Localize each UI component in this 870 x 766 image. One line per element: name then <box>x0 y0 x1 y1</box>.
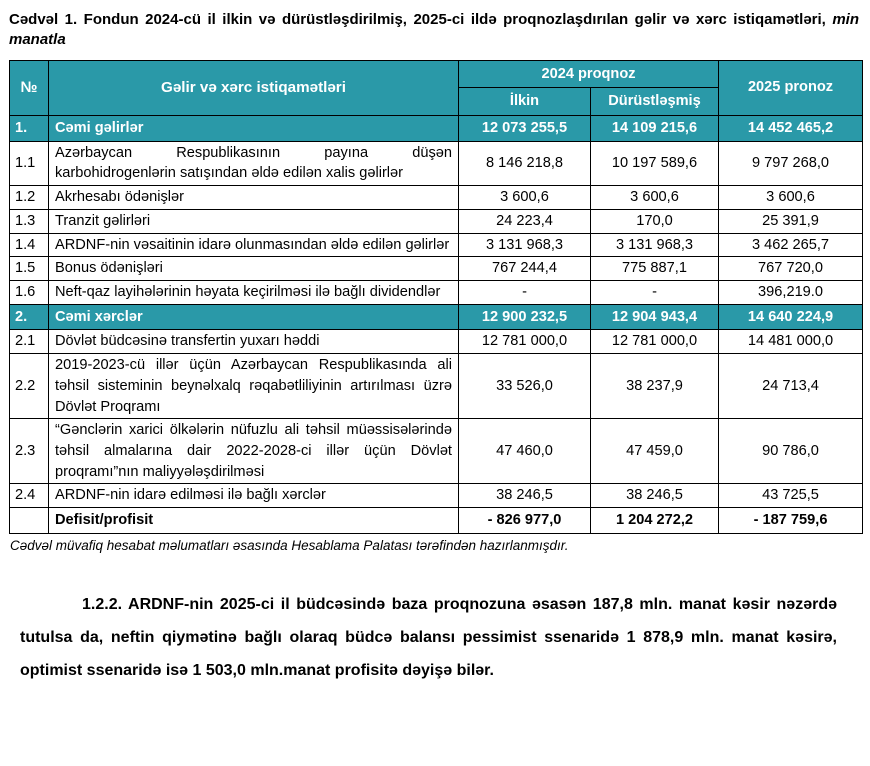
table-row <box>10 141 863 185</box>
value-cell-2024-adjusted: 170,0 <box>591 209 719 233</box>
header-row-1 <box>10 60 863 88</box>
row-number-cell: 1.1 <box>10 141 49 185</box>
value-cell-2025: 3 600,6 <box>719 186 863 210</box>
row-label-cell: ARDNF-nin idarə edilməsi ilə bağlı xərclər <box>49 484 459 508</box>
value-cell-2025: 3 462 265,7 <box>719 233 863 257</box>
row-number-cell: 1.2 <box>10 186 49 210</box>
row-number-cell: 1.4 <box>10 233 49 257</box>
value-cell-2024-adjusted: 1 204 272,2 <box>591 508 719 534</box>
value-cell-2024-adjusted: - <box>591 280 719 304</box>
table-row <box>10 233 863 257</box>
table-row <box>10 186 863 210</box>
table-caption-text: Cədvəl 1. Fondun 2024-cü il ilkin və dürüstləşdirilmiş, 2025-ci ildə proqnozlaşdırılan gəlir və xərc istiqamətləri, <box>9 11 826 28</box>
value-cell-2024-adjusted: 12 781 000,0 <box>591 330 719 354</box>
row-number-cell: 2.2 <box>10 354 49 419</box>
value-cell-2024-adjusted: 12 904 943,4 <box>591 304 719 330</box>
row-number-cell: 2.1 <box>10 330 49 354</box>
row-number-cell <box>10 508 49 534</box>
row-label-cell: “Gənclərin xarici ölkələrin nüfuzlu ali təhsil müəssisələrində təhsil almalarına dair 2022-2028-ci illər üçün Dövlət proqramı”nın maliyyələşdirilməsi <box>49 419 459 484</box>
row-label-cell: 2019-2023-cü illər üçün Azərbaycan Respublikasında ali təhsil sisteminin beynəlxalq rəqabətliliyinin artırılması üzrə Dövlət Proqramı <box>49 354 459 419</box>
col-header-directions: Gəlir və xərc istiqamətləri <box>49 60 459 115</box>
value-cell-2024-initial: 767 244,4 <box>459 257 591 281</box>
row-number-cell: 1. <box>10 115 49 141</box>
value-cell-2025: 14 481 000,0 <box>719 330 863 354</box>
col-header-2024-forecast: 2024 proqnoz <box>459 60 719 88</box>
value-cell-2025: 396,219.0 <box>719 280 863 304</box>
value-cell-2024-initial: 12 073 255,5 <box>459 115 591 141</box>
row-number-cell: 1.6 <box>10 280 49 304</box>
value-cell-2024-initial: 12 900 232,5 <box>459 304 591 330</box>
body-paragraph: 1.2.2. ARDNF-nin 2025-ci il büdcəsində baza proqnozuna əsasən 187,8 mln. manat kəsir nəzərdə tutulsa da, neftin qiymətinə bağlı olaraq büdcə balansı pessimist ssenaridə 1 878,9 mln. manat kəsirə, optimist ssenaridə isə 1 503,0 mln.manat profisitə dəyişə bilər. <box>20 595 837 679</box>
row-number-cell: 1.5 <box>10 257 49 281</box>
value-cell-2024-initial: 47 460,0 <box>459 419 591 484</box>
row-label-cell: Azərbaycan Respublikasının payına düşən karbohidrogenlərin satışından əldə edilən xalis gəlirlər <box>49 141 459 185</box>
row-number-cell: 1.3 <box>10 209 49 233</box>
row-number-cell: 2. <box>10 304 49 330</box>
value-cell-2024-adjusted: 47 459,0 <box>591 419 719 484</box>
value-cell-2025: 14 640 224,9 <box>719 304 863 330</box>
table-row <box>10 419 863 484</box>
row-label-cell: Dövlət büdcəsinə transfertin yuxarı həddi <box>49 330 459 354</box>
value-cell-2024-adjusted: 3 600,6 <box>591 186 719 210</box>
value-cell-2024-adjusted: 10 197 589,6 <box>591 141 719 185</box>
value-cell-2024-initial: 12 781 000,0 <box>459 330 591 354</box>
value-cell-2024-initial: 8 146 218,8 <box>459 141 591 185</box>
value-cell-2024-initial: 38 246,5 <box>459 484 591 508</box>
col-header-adjusted: Dürüstləşmiş <box>591 88 719 116</box>
value-cell-2024-adjusted: 14 109 215,6 <box>591 115 719 141</box>
row-label-cell: Neft-qaz layihələrinin həyata keçirilməsi ilə bağlı dividendlər <box>49 280 459 304</box>
table-row <box>10 280 863 304</box>
row-label-cell: ARDNF-nin vəsaitinin idarə olunmasından əldə edilən gəlirlər <box>49 233 459 257</box>
row-label-cell: Cəmi gəlirlər <box>49 115 459 141</box>
table-row-total-revenues <box>10 115 863 141</box>
value-cell-2025: 24 713,4 <box>719 354 863 419</box>
col-header-2025-forecast: 2025 pronoz <box>719 60 863 115</box>
value-cell-2024-initial: 3 131 968,3 <box>459 233 591 257</box>
col-header-no: № <box>10 60 49 115</box>
row-number-cell: 2.4 <box>10 484 49 508</box>
value-cell-2024-initial: - <box>459 280 591 304</box>
value-cell-2024-adjusted: 38 246,5 <box>591 484 719 508</box>
table-row-total-expenses <box>10 304 863 330</box>
col-header-initial: İlkin <box>459 88 591 116</box>
value-cell-2025: 9 797 268,0 <box>719 141 863 185</box>
row-label-cell: Bonus ödənişləri <box>49 257 459 281</box>
value-cell-2025: - 187 759,6 <box>719 508 863 534</box>
value-cell-2024-adjusted: 775 887,1 <box>591 257 719 281</box>
value-cell-2024-initial: 33 526,0 <box>459 354 591 419</box>
table-row <box>10 330 863 354</box>
table-source-footnote: Cədvəl müvafiq hesabat məlumatları əsasında Hesablama Palatası tərəfindən hazırlanmışdır. <box>10 537 569 553</box>
value-cell-2024-initial: 3 600,6 <box>459 186 591 210</box>
value-cell-2025: 43 725,5 <box>719 484 863 508</box>
value-cell-2025: 90 786,0 <box>719 419 863 484</box>
table-row <box>10 354 863 419</box>
value-cell-2024-adjusted: 38 237,9 <box>591 354 719 419</box>
row-label-cell: Tranzit gəlirləri <box>49 209 459 233</box>
table-row <box>10 209 863 233</box>
value-cell-2025: 767 720,0 <box>719 257 863 281</box>
value-cell-2025: 14 452 465,2 <box>719 115 863 141</box>
table-caption <box>9 10 859 51</box>
row-number-cell: 2.3 <box>10 419 49 484</box>
value-cell-2024-initial: 24 223,4 <box>459 209 591 233</box>
table-row <box>10 484 863 508</box>
budget-table <box>9 60 863 534</box>
table-caption-units: min manatla <box>9 11 859 49</box>
value-cell-2025: 25 391,9 <box>719 209 863 233</box>
value-cell-2024-initial: - 826 977,0 <box>459 508 591 534</box>
table-row-deficit-surplus <box>10 508 863 534</box>
value-cell-2024-adjusted: 3 131 968,3 <box>591 233 719 257</box>
row-label-cell: Cəmi xərclər <box>49 304 459 330</box>
table-row <box>10 257 863 281</box>
row-label-cell: Defisit/profisit <box>49 508 459 534</box>
row-label-cell: Akrhesabı ödənişlər <box>49 186 459 210</box>
